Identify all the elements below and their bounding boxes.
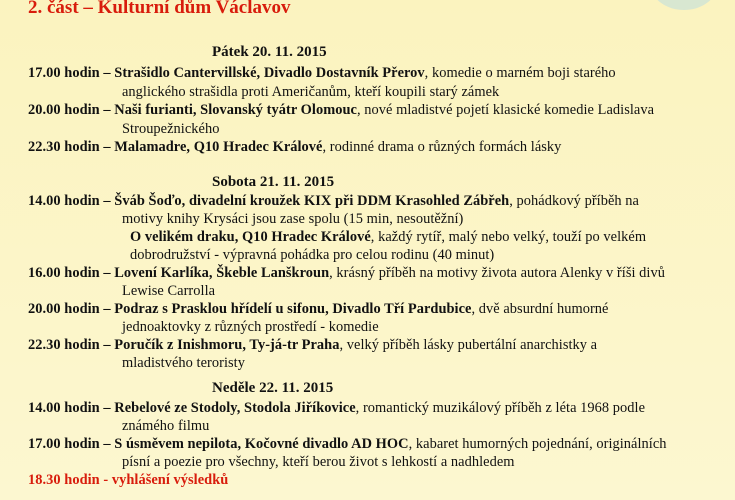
entry-title: Lovení Karlíka, Škeble Lanškroun: [114, 265, 330, 281]
entry-time: 14.00 hodin –: [28, 400, 115, 416]
entry-continuation: písní a poezie pro všechny, kteří berou život s lehkostí a nadhledem: [122, 454, 515, 470]
day-title: Neděle 22. 11. 2015: [212, 380, 334, 396]
entry-description: , každý rytíř, malý nebo velký, touží po velkém: [370, 229, 647, 245]
schedule-entry: [28, 265, 665, 282]
decorative-circle: [651, 0, 717, 10]
entry-title: Strašidlo Cantervillské, Divadlo Dostavník Přerov: [114, 65, 425, 81]
entry-time: 22.30 hodin –: [28, 139, 115, 155]
schedule-entry: [28, 436, 667, 453]
entry-continuation: motivy knihy Krysáci jsou zase spolu (15 min, nesoutěžní): [122, 211, 464, 227]
entry-continuation: anglického strašidla proti Američanům, kteří koupili starý zámek: [122, 84, 500, 100]
day-title: Pátek 20. 11. 2015: [212, 44, 327, 60]
entry-description: , komedie o marném boji starého: [424, 65, 616, 81]
entry-continuation: Lewise Carrolla: [122, 283, 216, 299]
schedule-entry: [28, 193, 639, 210]
entry-description: , velký příběh lásky pubertální anarchistky a: [339, 337, 598, 353]
entry-title: S úsměvem nepilota, Kočovné divadlo AD HOC: [114, 436, 409, 452]
entry-title: O velikém draku, Q10 Hradec Králové: [130, 229, 371, 245]
entry-time: 20.00 hodin –: [28, 102, 115, 118]
entry-time: 16.00 hodin –: [28, 265, 115, 281]
schedule-entry: [28, 65, 616, 82]
entry-time: 17.00 hodin –: [28, 65, 115, 81]
entry-continuation: známého filmu: [122, 418, 210, 434]
entry-description: , romantický muzikálový příběh z léta 1968 podle: [355, 400, 646, 416]
schedule-entry: [28, 301, 608, 318]
entry-description: , pohádkový příběh na: [509, 193, 639, 209]
entry-description: , dvě absurdní humorné: [471, 301, 609, 317]
entry-continuation: jednoaktovky z různých prostředí - komedie: [122, 319, 379, 335]
entry-title: Naši furianti, Slovanský tyátr Olomouc: [114, 102, 357, 118]
schedule-entry: [28, 139, 561, 156]
schedule-entry: [28, 337, 597, 354]
entry-description: , kabaret humorných pojednání, originálních: [408, 436, 667, 452]
schedule-entry: [130, 229, 646, 246]
entry-continuation: Stroupežnického: [122, 121, 220, 137]
results-announcement: 18.30 hodin - vyhlášení výsledků: [28, 472, 229, 488]
day-title: Sobota 21. 11. 2015: [212, 174, 335, 190]
page-title: 2. část – Kulturní dům Václavov: [28, 0, 291, 18]
entry-continuation: dobrodružství - výpravná pohádka pro celou rodinu (40 minut): [130, 247, 495, 263]
entry-title: Šváb Šoďo, divadelní kroužek KIX při DDM Krasohled Zábřeh: [114, 193, 510, 209]
entry-time: 17.00 hodin –: [28, 436, 115, 452]
entry-time: 14.00 hodin –: [28, 193, 115, 209]
entry-title: Poručík z Inishmoru, Ty-já-tr Praha: [114, 337, 340, 353]
entry-title: Rebelové ze Stodoly, Stodola Jiříkovice: [114, 400, 356, 416]
entry-title: Podraz s Prasklou hřídelí u sifonu, Divadlo Tří Pardubice: [114, 301, 472, 317]
entry-time: 22.30 hodin –: [28, 337, 115, 353]
entry-title: Malamadre, Q10 Hradec Králové: [114, 139, 323, 155]
schedule-entry: [28, 400, 645, 417]
entry-description: , rodinné drama o různých formách lásky: [322, 139, 562, 155]
entry-description: , krásný příběh na motivy života autora Alenky v říši divů: [329, 265, 665, 281]
entry-description: , nové mladistvé pojetí klasické komedie Ladislava: [356, 102, 655, 118]
entry-continuation: mladistvého teroristy: [122, 355, 245, 371]
entry-time: 20.00 hodin –: [28, 301, 115, 317]
schedule-entry: [28, 102, 654, 119]
